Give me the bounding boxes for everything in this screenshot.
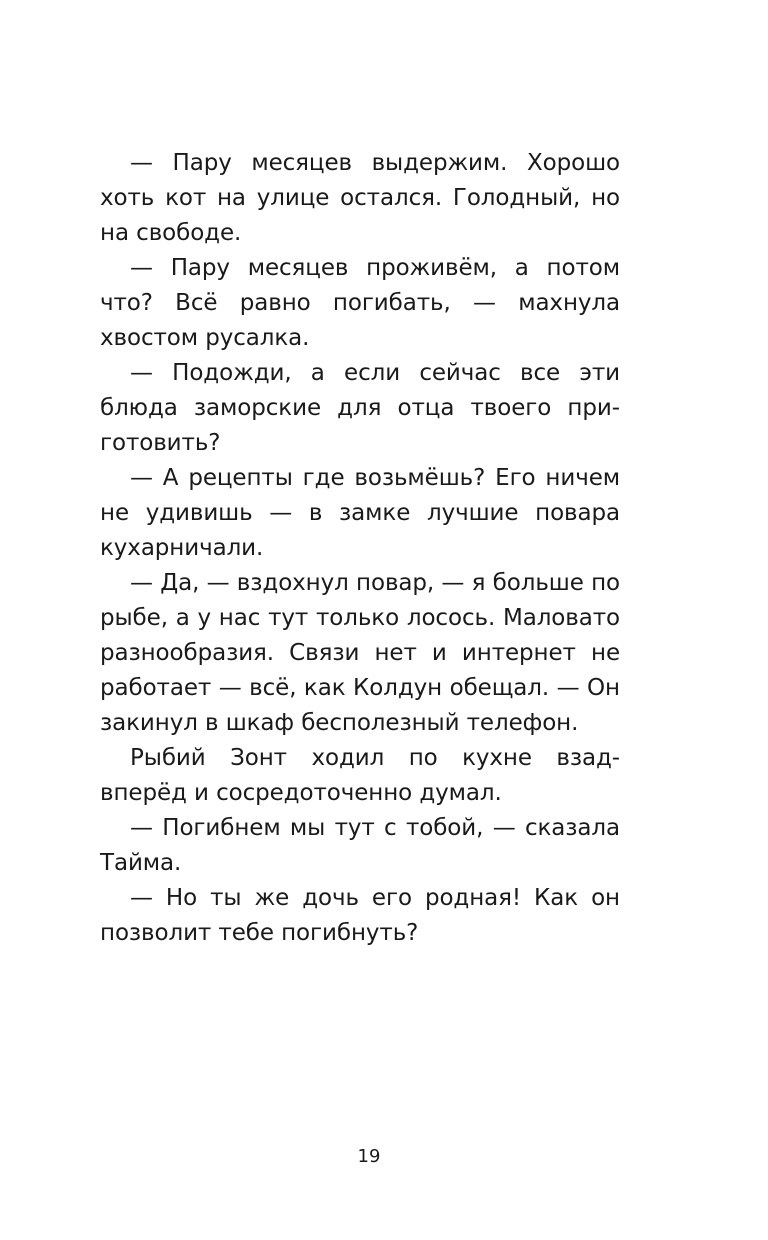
paragraph-2: — Пару месяцев проживём, а потом что? Всё равно погибать, — махнула хвостом русалка.	[100, 255, 620, 351]
paragraph-8: — Но ты же дочь его родная! Как он позволит тебе погибнуть?	[100, 885, 620, 946]
paragraph-4: — А рецепты где возьмёшь? Его ничем не удивишь — в замке лучшие повара кухарничали.	[100, 465, 620, 561]
paragraph-5: — Да, — вздохнул повар, — я больше по рыбе, а у нас тут только лосось. Маловато разнообразия. Связи нет и интернет не работает — всё, как Колдун обещал. — Он закинул в шкаф бесполезный телефон.	[100, 570, 620, 736]
paragraph-1: — Пару месяцев выдержим. Хорошо хоть кот на улице остался. Голодный, но на свободе.	[100, 150, 620, 246]
page-number: 19	[357, 1146, 381, 1167]
page-text	[100, 146, 620, 951]
paragraph-3: — Подожди, а если сейчас все эти блюда заморские для отца твоего приготовить?	[100, 360, 620, 456]
paragraph-6: Рыбий Зонт ходил по кухне взад-вперёд и сосредоточенно думал.	[100, 745, 620, 806]
paragraph-7: — Погибнем мы тут с тобой, — сказала Тайма.	[100, 815, 620, 876]
